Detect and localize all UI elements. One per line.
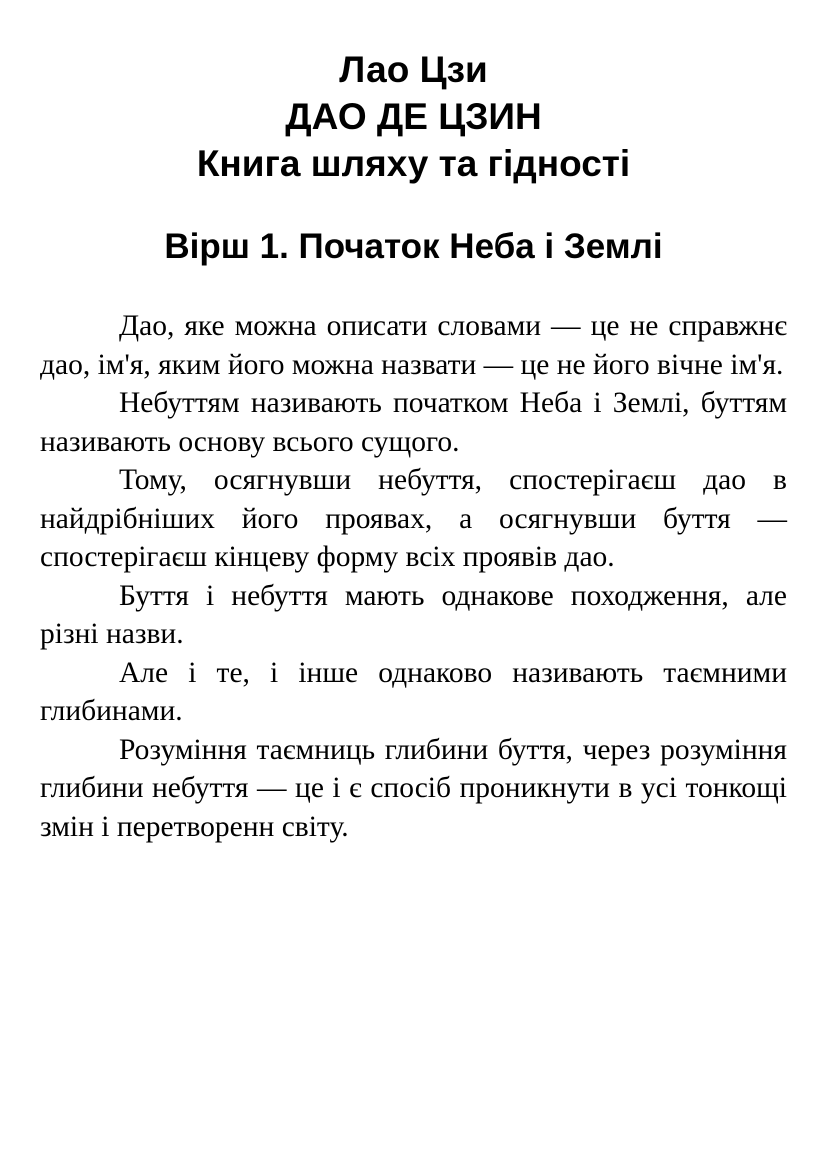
title-block (40, 46, 787, 187)
verse-body (40, 307, 787, 846)
book-subtitle: Книга шляху та гідності (196, 143, 631, 184)
document-page (40, 46, 787, 846)
verse-paragraph: Небуттям називають початком Неба і Землі, буттям називають основу всього сущого. (40, 387, 787, 458)
verse-paragraph: Розуміння таємниць глибини буття, через розуміння глибини небуття — це і є спосіб проникнути в усі тонкощі змін і перетворенн світу. (40, 733, 787, 843)
verse-paragraph: Дао, яке можна описати словами — це не справжнє дао, ім'я, яким його можна назвати — це не його вічне ім'я. (40, 310, 787, 381)
verse-paragraph: Тому, осягнувши небуття, спостерігаєш дао в найдрібніших його проявах, а осягнувши буття — спостерігаєш кінцеву форму всіх проявів дао. (40, 464, 787, 573)
book-title: ДАО ДЕ ЦЗИН (285, 96, 542, 137)
verse-paragraph: Але і те, і інше однаково називають таємними глибинами. (40, 656, 787, 727)
author-name: Лао Цзи (339, 49, 488, 90)
verse-paragraph: Буття і небуття мають однакове походження, але різні назви. (40, 579, 787, 650)
verse-heading: Вірш 1. Початок Неба і Землі (164, 227, 663, 266)
